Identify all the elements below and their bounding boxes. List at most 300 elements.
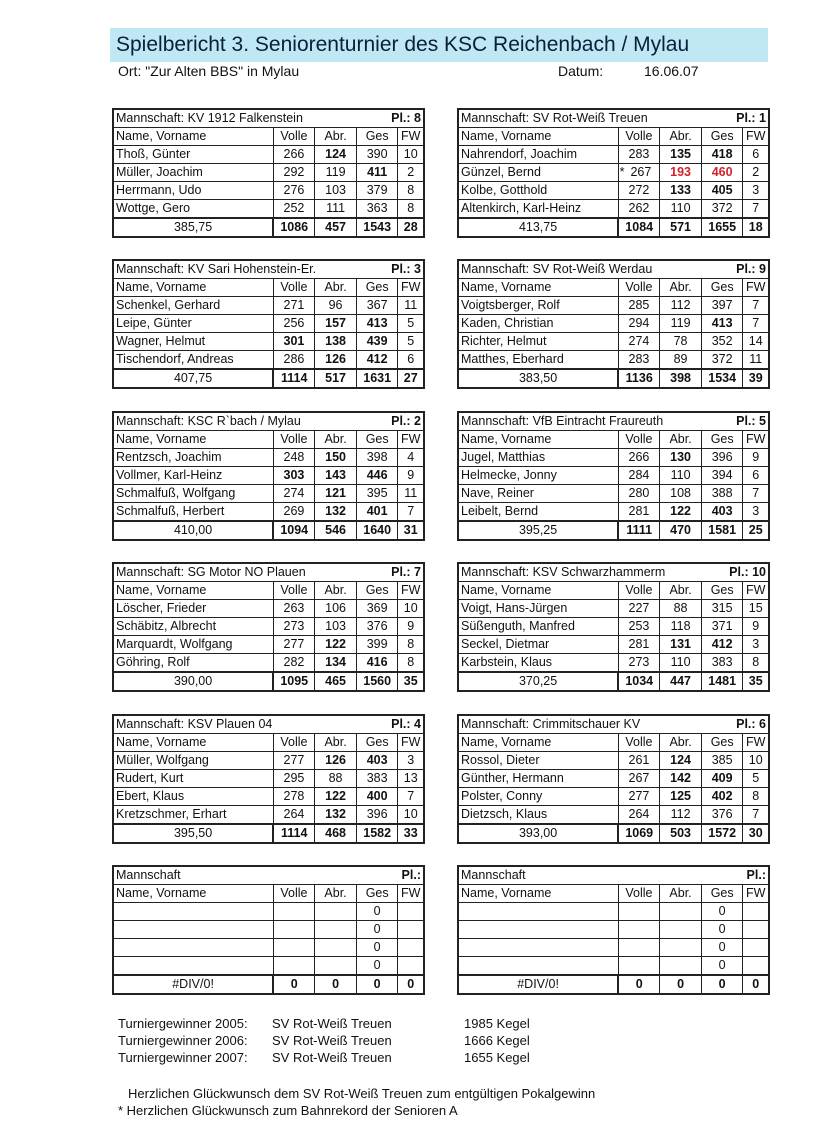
player-fw: 7 [743,315,769,333]
player-volle: 280 [618,485,660,503]
player-name: Seckel, Dietmar [458,636,618,654]
player-abr: 126 [315,752,357,770]
player-row [113,654,424,673]
player-row [113,467,424,485]
winner-2006-team: SV Rot-Weiß Treuen [272,1033,392,1048]
player-name: Leibelt, Bernd [458,503,618,522]
player-abr: 110 [660,654,702,673]
column-header-row [113,582,424,600]
player-volle: 272 [618,182,660,200]
player-name: Süßenguth, Manfred [458,618,618,636]
col-fw-header: FW [743,582,769,600]
col-volle-header: Volle [273,734,315,752]
player-name: Schäbitz, Albrecht [113,618,273,636]
player-fw: 4 [398,449,424,467]
team-total-fw: 27 [398,369,424,388]
player-fw: 8 [398,200,424,219]
player-ges: 409 [701,770,743,788]
player-ges: 371 [701,618,743,636]
player-volle: 252 [273,200,315,219]
player-ges: 418 [701,146,743,164]
player-fw: 7 [743,485,769,503]
player-ges: 460 [701,164,743,182]
team-header-row [113,260,424,279]
player-volle: 274 [618,333,660,351]
winner-2005-score: 1985 Kegel [464,1016,530,1031]
column-header-row [458,279,769,297]
team-total-row [113,975,424,994]
player-volle: 262 [618,200,660,219]
player-ges: 0 [701,939,743,957]
player-row [458,806,769,825]
player-fw [743,939,769,957]
player-ges: 379 [356,182,398,200]
player-ges: 0 [356,903,398,921]
player-ges: 376 [356,618,398,636]
team-table [112,411,425,541]
player-name: Kretzschmer, Erhart [113,806,273,825]
team-total-abr: 503 [660,824,702,843]
team-total-ges: 0 [356,975,398,994]
player-name: Dietzsch, Klaus [458,806,618,825]
player-ges: 372 [701,200,743,219]
player-row [458,503,769,522]
column-header-row [458,885,769,903]
team-name: Mannschaft: SV Rot-Weiß Werdau [458,260,701,279]
player-volle: 286 [273,351,315,370]
team-total-fw: 35 [398,672,424,691]
col-ges-header: Ges [701,431,743,449]
winner-2005-team: SV Rot-Weiß Treuen [272,1016,392,1031]
player-ges: 0 [701,957,743,976]
player-ges: 383 [356,770,398,788]
player-name [113,939,273,957]
player-abr: 122 [315,636,357,654]
player-row [458,636,769,654]
player-abr: 130 [660,449,702,467]
player-volle: 227 [618,600,660,618]
team-header-row [113,109,424,128]
team-total-volle: 1084 [618,218,660,237]
player-volle [618,903,660,921]
player-fw: 7 [743,806,769,825]
player-ges: 0 [356,957,398,976]
col-abr-header: Abr. [315,431,357,449]
player-volle: 277 [273,752,315,770]
player-ges: 411 [356,164,398,182]
player-row [113,164,424,182]
player-row [458,315,769,333]
winner-2005-label: Turniergewinner 2005: [118,1016,248,1031]
player-abr [660,939,702,957]
player-ges: 363 [356,200,398,219]
player-name: Helmecke, Jonny [458,467,618,485]
team-place: Pl.: 2 [356,412,424,431]
col-name-header: Name, Vorname [113,885,273,903]
team-total-row [458,369,769,388]
column-header-row [458,431,769,449]
column-header-row [113,431,424,449]
player-volle: 285 [618,297,660,315]
player-abr: 124 [660,752,702,770]
team-total-fw: 35 [743,672,769,691]
player-volle: 282 [273,654,315,673]
player-row [458,957,769,976]
team-total-abr: 398 [660,369,702,388]
player-fw: 9 [398,618,424,636]
player-volle [618,957,660,976]
team-total-row [113,521,424,540]
player-ges: 401 [356,503,398,522]
player-fw: 10 [398,600,424,618]
player-fw: 11 [398,485,424,503]
team-total-ges: 1481 [701,672,743,691]
player-name: Nave, Reiner [458,485,618,503]
team-total-volle: 1069 [618,824,660,843]
team-place: Pl.: 4 [356,715,424,734]
player-volle: 295 [273,770,315,788]
team-table [457,562,770,692]
player-ges: 388 [701,485,743,503]
player-row [458,297,769,315]
player-abr: 132 [315,503,357,522]
player-name: Ebert, Klaus [113,788,273,806]
player-volle: 269 [273,503,315,522]
team-place: Pl.: 6 [701,715,769,734]
player-name: Polster, Conny [458,788,618,806]
player-name [458,903,618,921]
player-volle: 271 [273,297,315,315]
player-name: Thoß, Günter [113,146,273,164]
player-fw [398,903,424,921]
player-name: Tischendorf, Andreas [113,351,273,370]
player-name: Göhring, Rolf [113,654,273,673]
team-total-abr: 457 [315,218,357,237]
col-volle-header: Volle [273,431,315,449]
player-row [458,939,769,957]
player-name: Richter, Helmut [458,333,618,351]
player-volle [618,921,660,939]
player-abr: 110 [660,200,702,219]
player-ges: 399 [356,636,398,654]
player-ges: 403 [701,503,743,522]
team-total-ges: 1581 [701,521,743,540]
col-volle-header: Volle [618,431,660,449]
player-name: Rossol, Dieter [458,752,618,770]
col-name-header: Name, Vorname [113,582,273,600]
team-total-row [113,369,424,388]
player-abr: 118 [660,618,702,636]
player-abr: 193 [660,164,702,182]
player-ges: 372 [701,351,743,370]
col-volle-header: Volle [618,279,660,297]
player-ges: 446 [356,467,398,485]
player-name: Kaden, Christian [458,315,618,333]
player-ges: 398 [356,449,398,467]
team-name: Mannschaft: KV Sari Hohenstein-Er. [113,260,356,279]
player-fw: 15 [743,600,769,618]
player-ges: 400 [356,788,398,806]
date-value: 16.06.07 [644,63,699,79]
player-name: Günther, Hermann [458,770,618,788]
team-total-volle: 1034 [618,672,660,691]
player-volle: 303 [273,467,315,485]
player-name: Vollmer, Karl-Heinz [113,467,273,485]
col-volle-header: Volle [273,582,315,600]
team-table [457,108,770,238]
player-ges: 416 [356,654,398,673]
col-name-header: Name, Vorname [113,128,273,146]
player-fw: 8 [398,182,424,200]
player-ges: 403 [356,752,398,770]
col-abr-header: Abr. [315,734,357,752]
player-row [458,752,769,770]
team-average: #DIV/0! [458,975,618,994]
player-fw [743,957,769,976]
player-ges: 413 [356,315,398,333]
col-volle-header: Volle [618,734,660,752]
player-row [458,164,769,182]
column-header-row [458,128,769,146]
col-ges-header: Ges [701,279,743,297]
player-abr: 122 [315,788,357,806]
team-total-ges: 1655 [701,218,743,237]
col-name-header: Name, Vorname [458,279,618,297]
player-abr: 134 [315,654,357,673]
team-total-ges: 1582 [356,824,398,843]
team-total-volle: 0 [273,975,315,994]
column-header-row [113,734,424,752]
player-ges: 385 [701,752,743,770]
col-volle-header: Volle [618,582,660,600]
player-row [458,654,769,673]
col-name-header: Name, Vorname [113,734,273,752]
player-volle: 264 [618,806,660,825]
player-abr: 124 [315,146,357,164]
col-ges-header: Ges [356,885,398,903]
team-table [112,108,425,238]
player-volle: 273 [618,654,660,673]
venue-label: Ort: "Zur Alten BBS" in Mylau [118,63,300,79]
player-fw: 6 [743,146,769,164]
player-abr: 138 [315,333,357,351]
player-abr: 103 [315,182,357,200]
player-fw: 9 [743,449,769,467]
player-fw: 7 [398,788,424,806]
team-total-fw: 18 [743,218,769,237]
player-abr: 88 [660,600,702,618]
player-volle: 256 [273,315,315,333]
team-total-ges: 1543 [356,218,398,237]
team-average: 393,00 [458,824,618,843]
col-name-header: Name, Vorname [458,734,618,752]
player-fw [398,957,424,976]
player-row [113,806,424,825]
player-volle: 294 [618,315,660,333]
team-total-ges: 1640 [356,521,398,540]
player-fw: 8 [743,788,769,806]
player-ges: 394 [701,467,743,485]
player-fw [743,921,769,939]
team-header-row [458,866,769,885]
col-volle-header: Volle [618,128,660,146]
player-ges: 383 [701,654,743,673]
player-name: Müller, Joachim [113,164,273,182]
col-name-header: Name, Vorname [113,279,273,297]
team-header-row [458,109,769,128]
player-fw: 8 [398,654,424,673]
player-volle-value: 267 [630,165,652,179]
player-row [113,600,424,618]
player-fw: 3 [398,752,424,770]
player-abr: 131 [660,636,702,654]
player-fw: 7 [398,503,424,522]
player-fw: 6 [398,351,424,370]
team-total-volle: 1114 [273,824,315,843]
player-ges: 315 [701,600,743,618]
player-row [458,485,769,503]
player-abr: 110 [660,467,702,485]
col-ges-header: Ges [356,128,398,146]
col-name-header: Name, Vorname [458,885,618,903]
col-ges-header: Ges [701,885,743,903]
player-abr: 78 [660,333,702,351]
player-volle [618,939,660,957]
team-total-row [113,672,424,691]
team-header-row [458,412,769,431]
team-total-fw: 30 [743,824,769,843]
player-abr: 88 [315,770,357,788]
player-abr: 119 [315,164,357,182]
team-total-ges: 1534 [701,369,743,388]
player-fw: 3 [743,636,769,654]
congrats-record: * Herzlichen Glückwunsch zum Bahnrekord der Senioren A [118,1103,458,1118]
player-row [113,200,424,219]
team-total-fw: 25 [743,521,769,540]
team-total-fw: 39 [743,369,769,388]
player-volle: 273 [273,618,315,636]
team-total-fw: 0 [743,975,769,994]
winner-2007-label: Turniergewinner 2007: [118,1050,248,1065]
team-place: Pl.: 8 [356,109,424,128]
player-ges: 367 [356,297,398,315]
team-average: 395,25 [458,521,618,540]
col-ges-header: Ges [701,734,743,752]
player-name [113,921,273,939]
player-abr [660,957,702,976]
team-total-ges: 0 [701,975,743,994]
col-name-header: Name, Vorname [113,431,273,449]
player-volle: 278 [273,788,315,806]
team-total-abr: 546 [315,521,357,540]
player-name [458,921,618,939]
date-label: Datum: [558,63,604,79]
player-abr [660,903,702,921]
player-row [458,333,769,351]
col-fw-header: FW [743,279,769,297]
team-total-abr: 470 [660,521,702,540]
team-header-row [113,866,424,885]
col-abr-header: Abr. [315,279,357,297]
col-fw-header: FW [398,734,424,752]
player-fw: 10 [743,752,769,770]
team-table [457,259,770,389]
col-fw-header: FW [398,885,424,903]
col-ges-header: Ges [701,128,743,146]
winner-2006-score: 1666 Kegel [464,1033,530,1048]
col-volle-header: Volle [273,279,315,297]
player-volle: 281 [618,636,660,654]
player-fw: 9 [743,618,769,636]
team-total-fw: 28 [398,218,424,237]
player-volle: 277 [273,636,315,654]
team-table [112,865,425,995]
player-name: Rentzsch, Joachim [113,449,273,467]
player-fw: 5 [398,315,424,333]
team-total-row [458,824,769,843]
player-row [458,618,769,636]
player-ges: 0 [356,921,398,939]
team-total-volle: 1136 [618,369,660,388]
player-abr: 112 [660,297,702,315]
team-header-row [458,715,769,734]
player-name: Schmalfuß, Herbert [113,503,273,522]
team-name: Mannschaft: SG Motor NO Plauen [113,563,356,582]
player-name [113,903,273,921]
player-ges: 439 [356,333,398,351]
team-name: Mannschaft [113,866,356,885]
player-abr: 89 [660,351,702,370]
team-name: Mannschaft: VfB Eintracht Fraureuth [458,412,701,431]
team-name: Mannschaft: KSC R`bach / Mylau [113,412,356,431]
col-fw-header: FW [398,431,424,449]
player-name: Matthes, Eberhard [458,351,618,370]
player-volle: 266 [618,449,660,467]
team-total-row [458,975,769,994]
col-fw-header: FW [398,582,424,600]
team-place: Pl.: [356,866,424,885]
player-volle: 253 [618,618,660,636]
team-total-abr: 0 [660,975,702,994]
team-total-abr: 517 [315,369,357,388]
player-ges: 405 [701,182,743,200]
team-place: Pl.: 7 [356,563,424,582]
player-abr: 150 [315,449,357,467]
player-abr: 135 [660,146,702,164]
col-name-header: Name, Vorname [458,431,618,449]
team-total-fw: 31 [398,521,424,540]
player-volle: 266 [273,146,315,164]
player-volle: 281 [618,503,660,522]
player-ges: 396 [701,449,743,467]
player-abr: 126 [315,351,357,370]
team-name: Mannschaft: KSV Plauen 04 [113,715,356,734]
col-ges-header: Ges [356,279,398,297]
team-total-ges: 1631 [356,369,398,388]
col-name-header: Name, Vorname [458,128,618,146]
col-ges-header: Ges [701,582,743,600]
team-total-abr: 468 [315,824,357,843]
player-name: Kolbe, Gotthold [458,182,618,200]
column-header-row [113,128,424,146]
player-abr [315,939,357,957]
team-total-abr: 465 [315,672,357,691]
player-row [113,297,424,315]
team-place: Pl.: 10 [701,563,769,582]
player-name: Wagner, Helmut [113,333,273,351]
team-name: Mannschaft: KSV Schwarzhammerm [458,563,701,582]
player-abr: 119 [660,315,702,333]
